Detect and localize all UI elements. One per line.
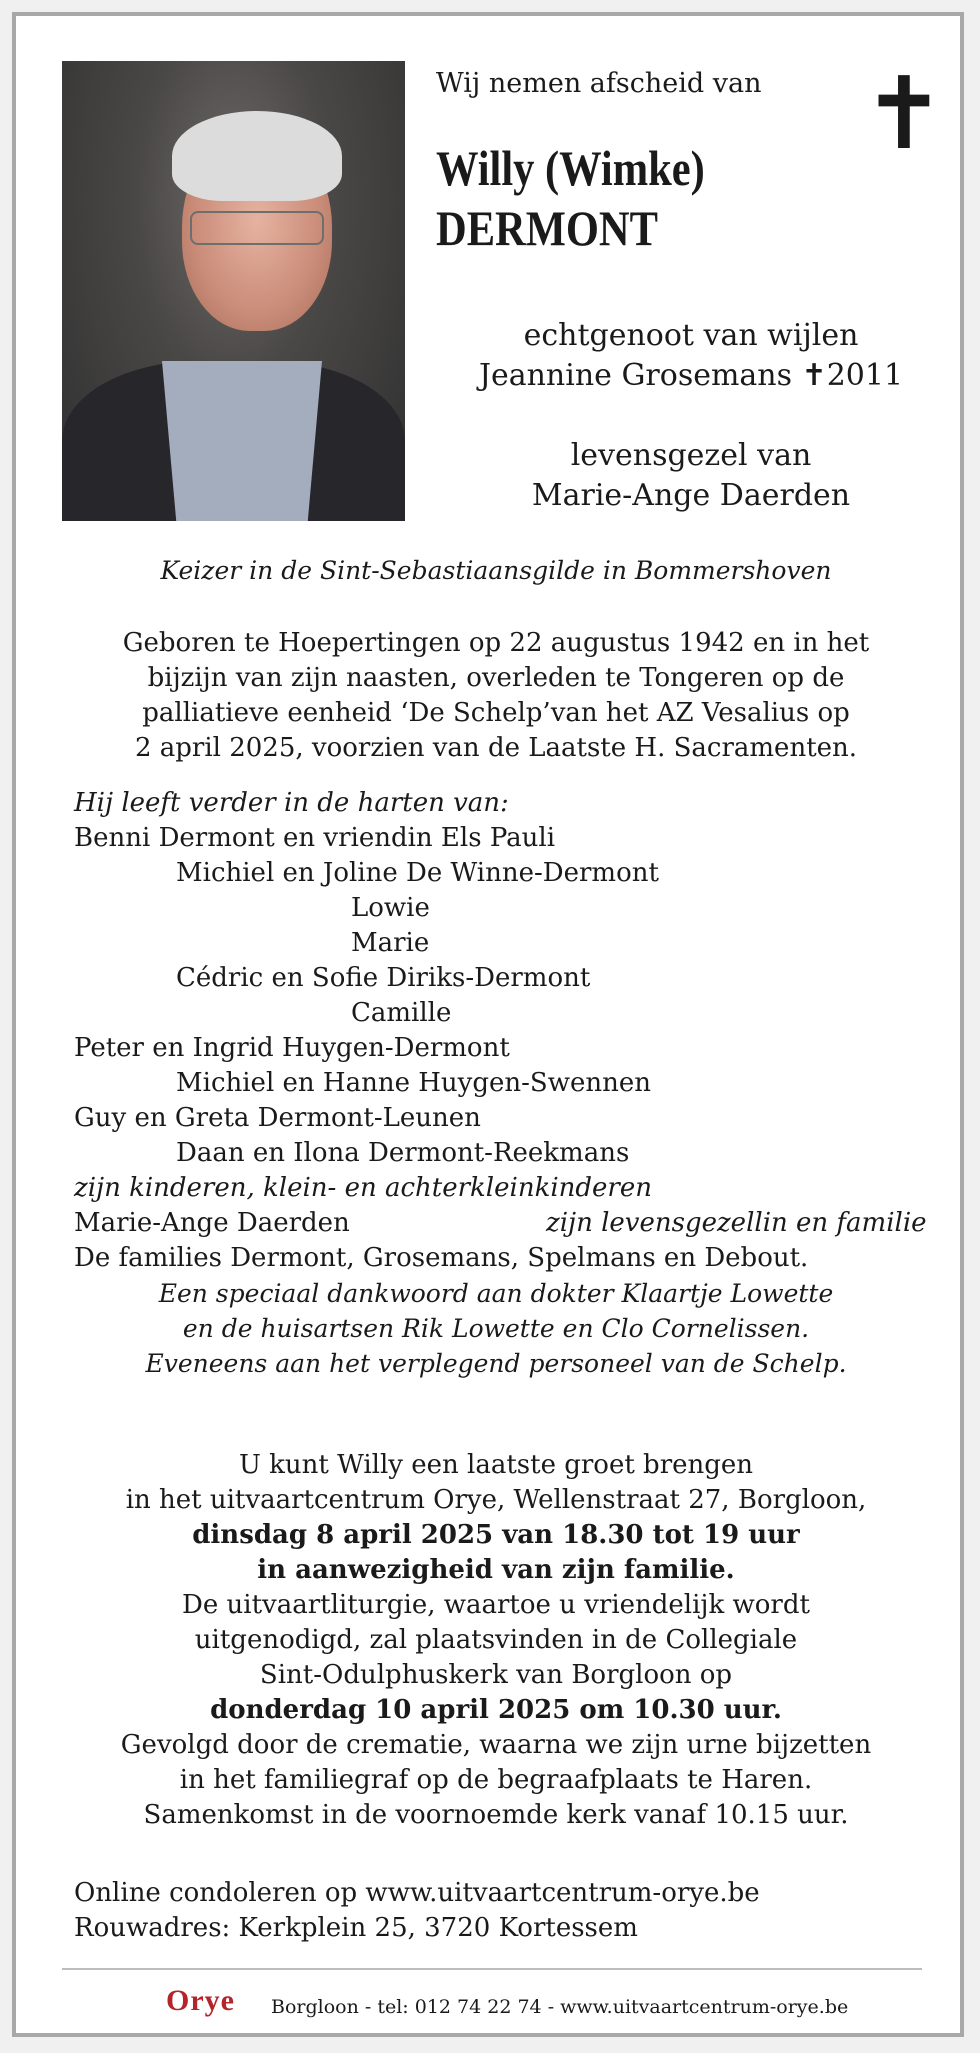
first-name: Willy (Wimke) (436, 140, 705, 196)
last-name: DERMONT (436, 200, 658, 256)
family-line: Benni Dermont en vriendin Els Pauli (74, 823, 556, 853)
intro-text: Wij nemen afscheid van (436, 68, 762, 99)
bio-line: 2 april 2025, voorzien van de Laatste H. Sacramenten. (134, 733, 858, 763)
funeral-date: donderdag 10 april 2025 om 10.30 uur. (210, 1695, 782, 1725)
partner-caption: zijn levensgezellin en familie (546, 1208, 927, 1238)
family-line: Camille (351, 998, 452, 1028)
family-line: Cédric en Sofie Diriks-Dermont (176, 963, 591, 993)
portrait-photo (62, 61, 405, 521)
family-line: Guy en Greta Dermont-Leunen (74, 1103, 481, 1133)
partner-block (446, 436, 936, 516)
footer-divider (62, 1968, 922, 1970)
bio-line: bijzijn van zijn naasten, overleden te Tongeren op de (147, 663, 845, 693)
partner-line-1: levensgezel van (570, 438, 812, 473)
photo-hair (172, 111, 342, 201)
visit-line: in het familiegraf op de begraafplaats te Haren. (179, 1765, 813, 1795)
visit-line: U kunt Willy een laatste groet brengen (238, 1450, 754, 1480)
deceased-name (436, 138, 705, 258)
visit-date: dinsdag 8 april 2025 van 18.30 tot 19 uur (192, 1520, 800, 1550)
visitation-block (56, 1448, 936, 1833)
title-line: Keizer in de Sint-Sebastiaansgilde in Bommershoven (160, 556, 832, 585)
families-line: De families Dermont, Grosemans, Spelmans en Debout. (74, 1243, 809, 1273)
family-heading: Hij leeft verder in de harten van: (74, 788, 509, 818)
kids-caption: zijn kinderen, klein- en achterkleinkinderen (74, 1173, 652, 1203)
photo-sweater (162, 361, 322, 521)
visit-line: uitgenodigd, zal plaatsvinden in de Collegiale (194, 1625, 798, 1655)
biography (56, 626, 936, 766)
bio-line: palliatieve eenheid ‘De Schelp’van het AZ Vesalius op (142, 698, 850, 728)
cross-icon: ✝ (862, 55, 946, 172)
spouse-block (446, 316, 936, 396)
partner-name: Marie-Ange Daerden (74, 1208, 350, 1238)
thanks-line: Een speciaal dankwoord aan dokter Klaartje Lowette (158, 1279, 834, 1308)
online-block (74, 1876, 760, 1946)
condolence-link[interactable]: Online condoleren op www.uitvaartcentrum-orye.be (74, 1878, 760, 1908)
family-line: Daan en Ilona Dermont-Reekmans (176, 1138, 630, 1168)
family-line: Peter en Ingrid Huygen-Dermont (74, 1033, 510, 1063)
thanks-block (56, 1276, 936, 1381)
partner-line-2: Marie-Ange Daerden (531, 478, 851, 513)
orye-logo: Orye (166, 1984, 235, 2017)
family-line: Marie (351, 928, 430, 958)
spouse-line-1: echtgenoot van wijlen (523, 318, 859, 353)
spouse-line-2: Jeannine Grosemans ✝2011 (478, 358, 904, 393)
visit-line: De uitvaartliturgie, waartoe u vriendelijk wordt (182, 1590, 810, 1620)
family-line: Michiel en Hanne Huygen-Swennen (176, 1068, 651, 1098)
family-line: Lowie (351, 893, 430, 923)
visit-line: Gevolgd door de crematie, waarna we zijn urne bijzetten (120, 1730, 872, 1760)
visit-family: in aanwezigheid van zijn familie. (257, 1555, 735, 1585)
bio-line: Geboren te Hoepertingen op 22 augustus 1942 en in het (122, 628, 870, 658)
visit-line: Samenkomst in de voornoemde kerk vanaf 10.15 uur. (143, 1800, 849, 1830)
visit-line: in het uitvaartcentrum Orye, Wellenstraat 27, Borgloon, (125, 1485, 867, 1515)
family-line: Michiel en Joline De Winne-Dermont (176, 858, 659, 888)
mourning-address: Rouwadres: Kerkplein 25, 3720 Kortessem (74, 1913, 638, 1943)
footer-contact[interactable]: Borgloon - tel: 012 74 22 74 - www.uitvaartcentrum-orye.be (271, 1996, 849, 2018)
visit-line: Sint-Odulphuskerk van Borgloon op (259, 1660, 733, 1690)
photo-glasses (190, 211, 324, 245)
thanks-line: Eveneens aan het verplegend personeel van de Schelp. (145, 1349, 847, 1378)
thanks-line: en de huisartsen Rik Lowette en Clo Cornelissen. (182, 1314, 810, 1343)
obituary-card (12, 12, 964, 2037)
